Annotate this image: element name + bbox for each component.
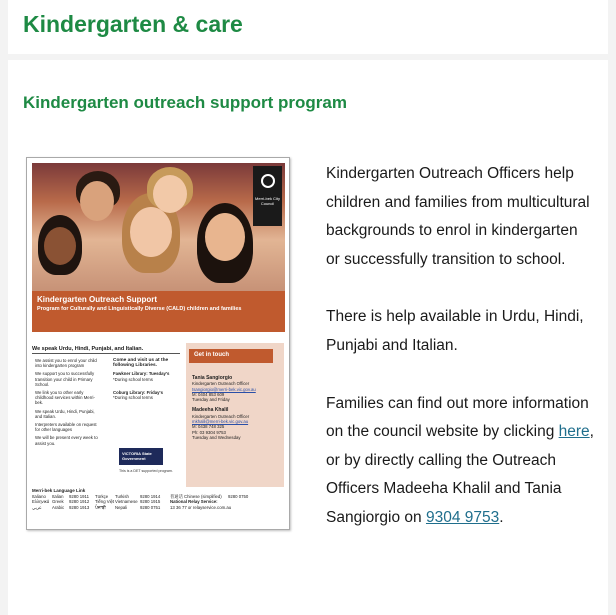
flyer-banner	[32, 291, 285, 332]
program-flyer-image	[26, 157, 290, 530]
children-photo	[32, 163, 285, 291]
det-note: This is a DET supported program.	[119, 469, 173, 473]
contacts: Tania Sangiorgio Kindergarten Outreach Officer tsangiorgio@merri-bek.vic.gov.au M: 0404 853 609 Tuesday and Friday Madeeha Khalil Kindergarten Outreach Officer mkhalil@merri-bek.vic.gov.au M: 0438 748 325 Ph: 03 9304 9753 Tuesday and Wednesday	[192, 375, 256, 440]
flyer-libraries: Come and visit us at the following Libraries. Fawkner Library: Tuesday's *During school terms Coburg Library: Friday's *During school terms	[113, 358, 170, 401]
council-website-link[interactable]: here	[558, 423, 590, 441]
flyer-title: Kindergarten Outreach Support	[37, 295, 158, 304]
section-header	[8, 0, 608, 54]
flyer-services-list: We assist you to enrol your child into kindergarten program We support you to successfully transition your child in Primary School. We link you to other early childhood services within Merri-bek. We speak Urdu, Hindi, Punjabi, and Italian. Interpreters available on request for other languages We will be present every week to assist you.	[35, 358, 98, 446]
description-paragraph-3: Families can find out more information on the council website by clicking here, or by directly calling the Outreach Officers Madeeha Khalil and Tania Sangiorgio on 9304 9753.	[326, 394, 594, 526]
get-in-touch-box	[186, 343, 284, 487]
flyer-subtitle: Program for Culturally and Linguistically Diverse (CALD) children and families	[37, 306, 242, 312]
victoria-logo: VICTORIA State Government	[119, 448, 163, 465]
flyer-languages: We speak Urdu, Hindi, Punjabi, and Italian.	[32, 346, 180, 354]
phone-link[interactable]: 9304 9753	[425, 508, 500, 526]
language-link-table: Merri-bek Language Link Italiano Italian 9280 1911 Türkçe Turkish 9280 1914 普通话 Chinese (simplified) 9280 0750 Ελληνικά Greek 9280 1912 Tiếng Việt Vietnamese 9280 1915 National Relay Service: عربي Arabic 9280 1913 ਪੰਜਾਬੀ Nepali 9280 0751 13 36 77 or relayservice.com.au	[32, 488, 249, 510]
program-description	[326, 160, 594, 562]
page-title: Kindergarten & care	[23, 11, 243, 37]
content-panel	[8, 60, 608, 615]
get-in-touch-title: Get in touch	[189, 349, 273, 363]
description-paragraph-1: Kindergarten Outreach Officers help children and families from multicultural backgrounds to enrol in kindergarten or successfully transition to school.	[326, 165, 590, 268]
merri-bek-logo: Merri-bek City Council	[253, 166, 282, 226]
section-heading: Kindergarten outreach support program	[23, 93, 347, 112]
description-paragraph-2: There is help available in Urdu, Hindi, Punjabi and Italian.	[326, 308, 584, 354]
